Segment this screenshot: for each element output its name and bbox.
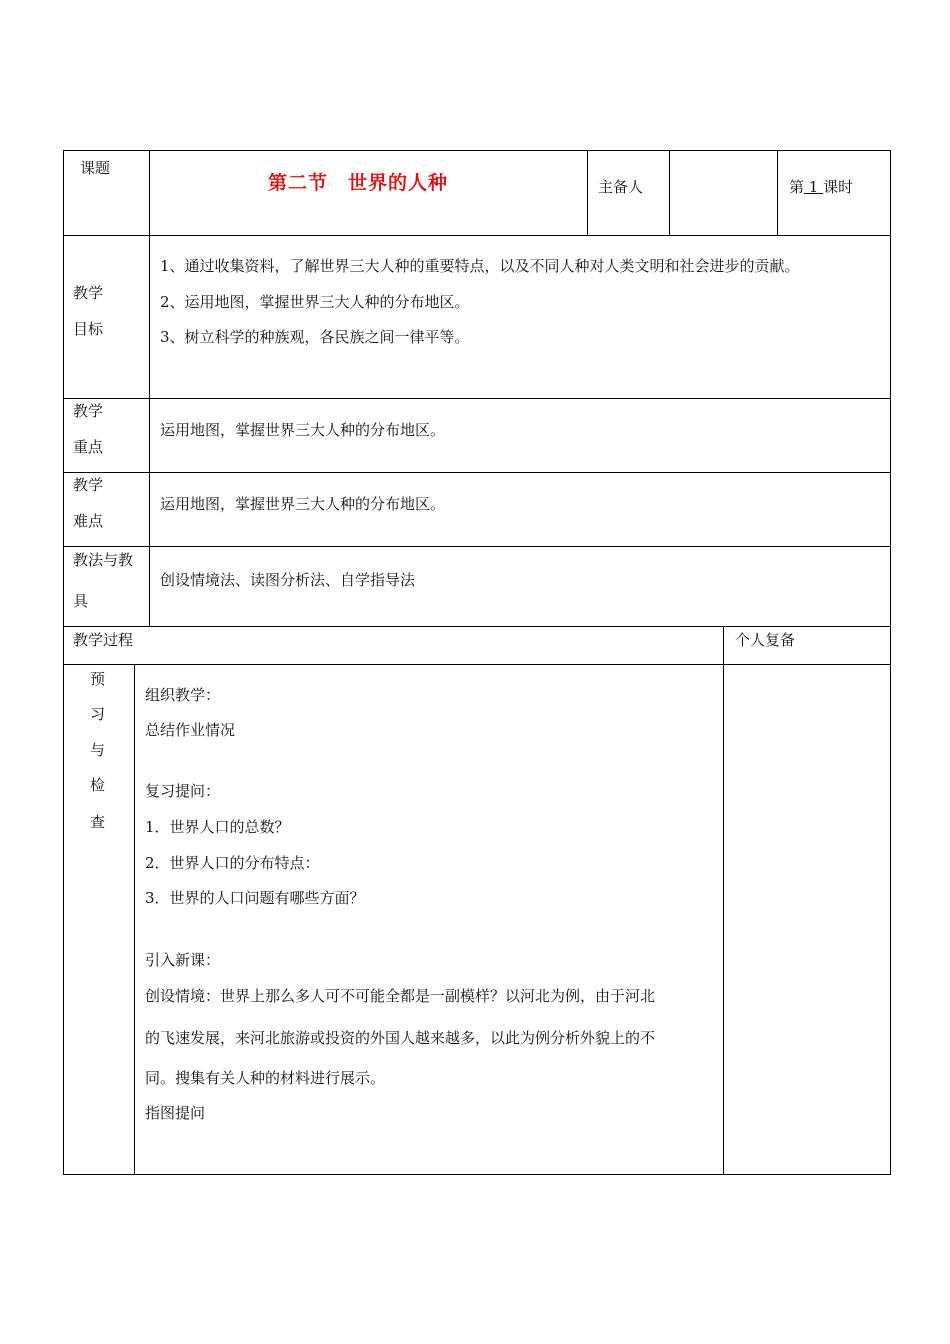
difficulties-label-2: 难点 — [73, 512, 104, 530]
table-divider — [63, 664, 891, 665]
section-label-char: 检 — [90, 776, 106, 794]
objective-item: 3、树立科学的种族观，各民族之间一律平等。 — [160, 328, 470, 346]
section-label-char: 习 — [90, 705, 106, 723]
table-divider — [587, 150, 588, 236]
process-header: 教学过程 — [73, 631, 134, 649]
objective-item: 1、通过收集资料，了解世界三大人种的重要特点，以及不同人种对人类文明和社会进步的贡献。 — [160, 257, 800, 275]
key-points-label-2: 重点 — [73, 438, 104, 456]
table-divider — [63, 626, 891, 627]
process-line: 组织教学： — [145, 686, 221, 704]
table-divider — [149, 150, 150, 627]
difficulties-label-1: 教学 — [73, 476, 104, 494]
review-header: 个人复备 — [735, 631, 796, 649]
process-line: 引入新课： — [145, 951, 221, 969]
table-border-top — [63, 150, 891, 151]
key-points-label-1: 教学 — [73, 402, 104, 420]
methods-text: 创设情境法、读图分析法、自学指导法 — [160, 571, 416, 589]
process-line: 2．世界人口的分布特点： — [145, 854, 320, 872]
methods-label-2: 具 — [73, 592, 89, 610]
topic-label: 课题 — [80, 159, 111, 177]
table-divider — [669, 150, 670, 236]
lesson-count — [789, 177, 853, 197]
key-points-text: 运用地图，掌握世界三大人种的分布地区。 — [160, 421, 446, 439]
table-divider — [63, 546, 891, 547]
section-label-char: 预 — [90, 670, 106, 688]
lesson-number: 1 — [804, 178, 824, 196]
process-line: 3．世界的人口问题有哪些方面？ — [145, 889, 365, 907]
preparer-label: 主备人 — [598, 178, 644, 196]
objectives-label-1: 教学 — [73, 284, 104, 302]
methods-label-1: 教法与教 — [73, 551, 134, 569]
process-line: 的飞速发展，来河北旅游或投资的外国人越来越多，以此为例分析外貌上的不 — [145, 1029, 656, 1047]
table-divider — [63, 235, 891, 236]
table-divider — [723, 626, 724, 1175]
table-divider — [777, 150, 778, 236]
table-divider — [63, 472, 891, 473]
objectives-label-2: 目标 — [73, 320, 104, 338]
page-title: 第二节 世界的人种 — [268, 172, 449, 194]
difficulties-text: 运用地图，掌握世界三大人种的分布地区。 — [160, 495, 446, 513]
table-divider — [134, 664, 135, 1175]
process-line: 指图提问 — [145, 1104, 206, 1122]
process-line: 1．世界人口的总数？ — [145, 818, 290, 836]
process-line: 总结作业情况 — [145, 721, 236, 739]
table-divider — [63, 398, 891, 399]
process-line: 创设情境：世界上那么多人可不可能全都是一副模样？以河北为例，由于河北 — [145, 987, 656, 1005]
lesson-suffix: 课时 — [823, 178, 854, 196]
section-label-char: 查 — [90, 813, 106, 831]
process-line: 复习提问： — [145, 782, 221, 800]
process-line: 同。搜集有关人种的材料进行展示。 — [145, 1069, 386, 1087]
objective-item: 2、运用地图，掌握世界三大人种的分布地区。 — [160, 293, 470, 311]
table-border-left — [63, 150, 64, 1175]
lesson-prefix: 第 — [789, 178, 805, 196]
table-border-right — [890, 150, 891, 1175]
section-label-char: 与 — [90, 741, 106, 759]
table-border-bottom — [63, 1174, 891, 1175]
